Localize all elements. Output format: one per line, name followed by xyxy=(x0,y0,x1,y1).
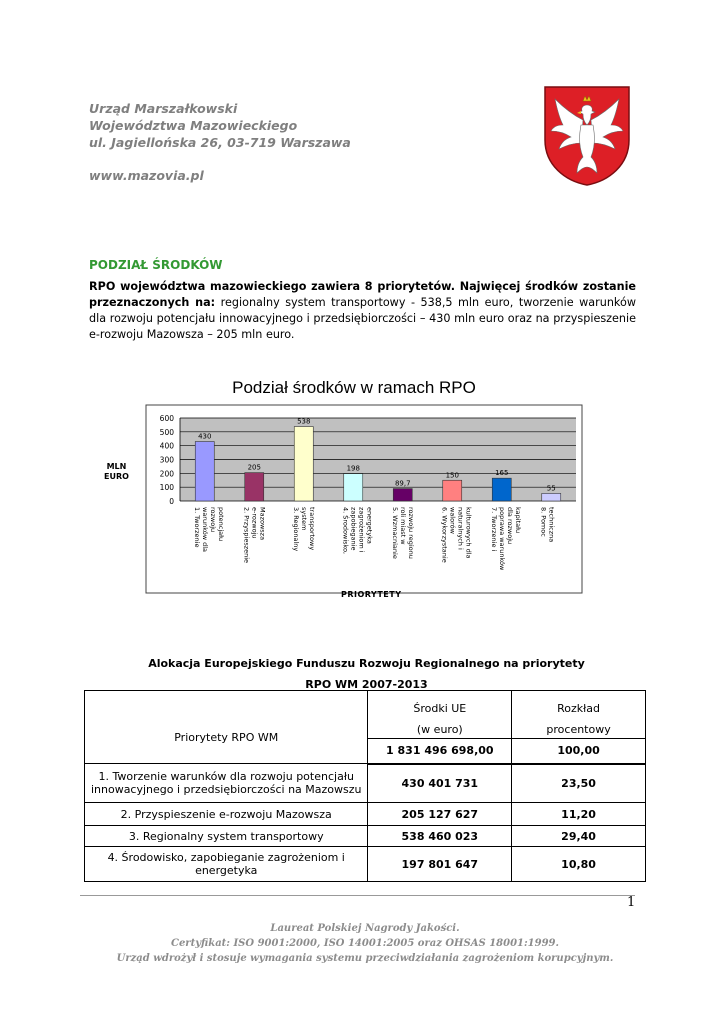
chart-y-tick-label: 600 xyxy=(159,414,174,423)
chart-y-tick-label: 400 xyxy=(159,441,174,451)
office-region: Województwa Mazowieckiego xyxy=(89,118,298,133)
header-priorities: Priorytety RPO WM xyxy=(85,691,368,764)
chart-category-label-line: Mazowsza xyxy=(258,507,267,541)
row-name: 4. Środowisko, zapobieganie zagrożeniom i energetyka xyxy=(85,847,368,882)
chart-bar xyxy=(492,478,511,501)
chart-category-label-line: 2. Przyspieszenie xyxy=(242,507,251,564)
table-caption: Alokacja Europejskiego Funduszu Rozwoju Regionalnego na priorytety xyxy=(148,657,585,670)
chart-category-label-line: 6. Wykorzystanie xyxy=(440,507,449,563)
chart-y-tick-label: 500 xyxy=(159,427,174,437)
table-row xyxy=(85,803,646,826)
chart-category-label-line: 3. Regionalny xyxy=(291,507,300,552)
chart-canvas xyxy=(106,378,602,604)
chart-bar xyxy=(195,442,214,501)
row-amount: 538 460 023 xyxy=(368,826,512,847)
intro-body: regionalny system transportowy - 538,5 mln euro, tworzenie warunków dla rozwoju potencjału innowacyjnego i przedsiębiorczości – 430 mln euro oraz na przyspieszenie e-rozwoju Mazowsza – 205 mln euro. xyxy=(89,296,636,341)
chart-data-label: 89,7 xyxy=(394,479,411,488)
chart-category-label-line: energetyka xyxy=(365,507,374,544)
chart-category-label-line: e-rozwoju xyxy=(250,507,259,539)
footer-line2: Certyfikat: ISO 9001:2000, ISO 14001:2005 oraz OHSAS 18001:1999. xyxy=(170,938,559,949)
chart-y-axis-label xyxy=(104,462,129,482)
chart-category-label-line: kulturowych dla xyxy=(464,507,473,559)
chart-data-label: 150 xyxy=(445,471,459,480)
chart-category-label-line: kapitału xyxy=(513,507,522,534)
header-funds-line2: (w euro) xyxy=(416,722,463,736)
row-percent: 29,40 xyxy=(512,826,646,847)
intro-paragraph xyxy=(89,279,636,343)
total-percent: 100,00 xyxy=(512,738,646,763)
chart-category-label-line: warunków dla xyxy=(200,507,209,553)
footer-line3: Urząd wdrożył i stosuje wymagania systemu przeciwdziałania zagrożeniom korupcyjnym. xyxy=(116,953,614,964)
chart-data-label: 430 xyxy=(198,432,212,441)
y-label-line1: MLN xyxy=(106,462,127,471)
coat-of-arms-icon xyxy=(543,85,631,187)
row-percent: 11,20 xyxy=(512,803,646,826)
chart-category-label-line: walorów xyxy=(448,507,457,534)
chart-y-tick-label: 100 xyxy=(159,483,174,493)
chart-category-label-line: rozwoju xyxy=(208,507,217,533)
row-percent: 10,80 xyxy=(512,847,646,882)
office-address: ul. Jagiellońska 26, 03-719 Warszawa xyxy=(89,135,351,150)
header-funds-line1: Środki UE xyxy=(413,701,467,715)
row-percent: 23,50 xyxy=(512,764,646,803)
chart-title: Podział środków w ramach RPO xyxy=(232,378,476,397)
chart-category-label-line: potencjału xyxy=(216,507,225,542)
chart-category-label-line: zagrożeniom i xyxy=(357,507,366,553)
chart-category-label-line: 4. Środowisko, xyxy=(341,507,350,555)
letterhead xyxy=(89,100,351,184)
table-subcaption: RPO WM 2007-2013 xyxy=(305,678,428,691)
table-row xyxy=(85,826,646,847)
intro-bold: RPO województwa mazowieckiego zawiera 8 priorytetów. Najwięcej środków zostanie przeznaczonych na: xyxy=(89,280,636,309)
chart-data-label: 165 xyxy=(495,469,509,478)
chart-bar xyxy=(443,480,462,501)
chart-y-tick-label: 0 xyxy=(169,497,174,506)
website-link[interactable]: www.mazovia.pl xyxy=(89,168,204,183)
chart-category-label-line: roli miast w xyxy=(398,507,407,545)
row-amount: 205 127 627 xyxy=(368,803,512,826)
chart-category-label-line: techniczna xyxy=(547,507,556,543)
chart-y-tick-label: 300 xyxy=(159,455,174,465)
row-name: 1. Tworzenie warunków dla rozwoju potencjału innowacyjnego i przedsiębiorczości na Mazowszu xyxy=(85,764,368,803)
footer-divider xyxy=(80,895,635,896)
row-amount: 430 401 731 xyxy=(368,764,512,803)
office-name: Urząd Marszałkowski xyxy=(89,101,238,116)
chart-x-axis-label: PRIORYTETY xyxy=(341,590,402,599)
header-funds xyxy=(368,691,512,739)
chart-category-label-line: 7. Tworzenie i xyxy=(489,507,498,552)
row-name: 2. Przyspieszenie e-rozwoju Mazowsza xyxy=(85,803,368,826)
chart-category-label-line: naturalnych i xyxy=(456,507,465,550)
table-row xyxy=(85,764,646,803)
chart-category-label-line: 8. Pomoc xyxy=(539,507,548,537)
chart-data-label: 198 xyxy=(346,464,360,473)
footer xyxy=(80,921,650,966)
chart-y-tick-label: 200 xyxy=(159,469,174,479)
chart-bar xyxy=(344,474,363,501)
chart-category-label-line: dla rozwoju xyxy=(505,507,514,545)
row-amount: 197 801 647 xyxy=(368,847,512,882)
chart-data-label: 55 xyxy=(546,484,556,493)
total-amount: 1 831 496 698,00 xyxy=(368,738,512,763)
chart-category-label-line: rozwoju regionu xyxy=(406,507,415,559)
chart-bar xyxy=(393,489,412,501)
y-label-line2: EURO xyxy=(104,472,129,481)
chart-category-label-line: system xyxy=(299,507,308,531)
chart-bar xyxy=(245,473,264,501)
header-percent xyxy=(512,691,646,739)
chart-data-label: 538 xyxy=(297,417,311,426)
header-percent-line1: Rozkład xyxy=(557,701,601,715)
chart-category-label-line: poprawa warunków xyxy=(497,507,506,571)
footer-line1: Laureat Polskiej Nagrody Jakości. xyxy=(270,923,460,934)
chart-bar xyxy=(542,493,561,501)
table-row xyxy=(85,847,646,882)
chart-bar xyxy=(294,427,313,501)
chart-category-label-line: transportowy xyxy=(307,507,316,551)
chart-category-label-line: 5. Wzmacnianie xyxy=(390,507,399,559)
page-number: 1 xyxy=(627,895,636,910)
chart-category-label-line: zapobieganie xyxy=(349,507,358,551)
row-name: 3. Regionalny system transportowy xyxy=(85,826,368,847)
header-percent-line2: procentowy xyxy=(546,722,611,736)
allocation-table xyxy=(84,690,646,882)
chart-category-label-line: 1. Tworzenie xyxy=(192,507,201,548)
section-title: PODZIAŁ ŚRODKÓW xyxy=(89,258,223,272)
allocation-chart xyxy=(106,378,602,604)
chart-data-label: 205 xyxy=(247,463,261,472)
